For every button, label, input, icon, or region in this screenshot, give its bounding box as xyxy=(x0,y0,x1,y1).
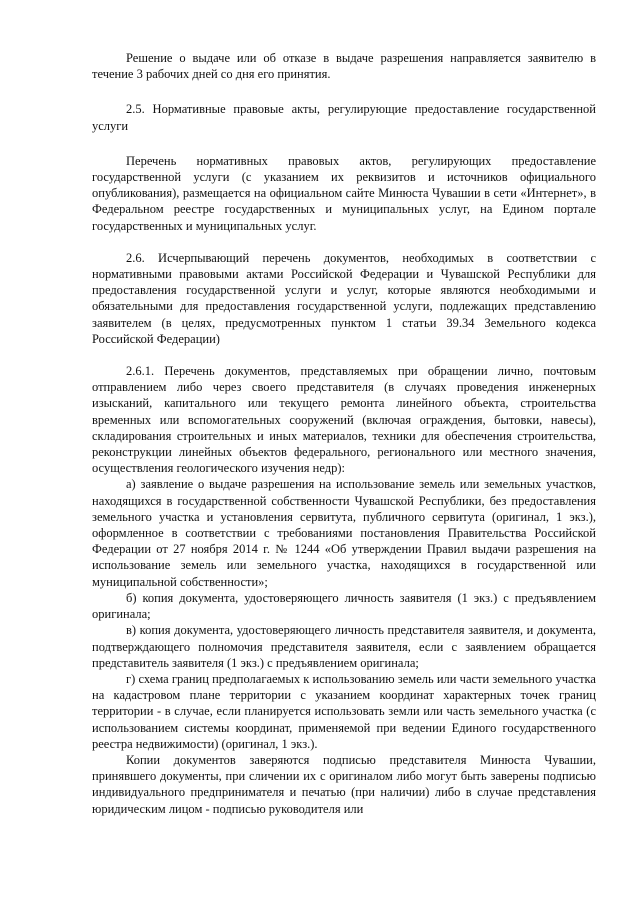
paragraph-2-5-body: Перечень нормативных правовых актов, регулирующих предоставление государственной услуги (с указанием их реквизитов и источников официального опубликования), размещается на официальном сайте Минюста Чувашии в сети «Интернет», в Федеральном реестре государственных и муниципальных услуг, на Едином портале государственных и муниципальных услуг. xyxy=(92,153,596,233)
section-2-6-1: 2.6.1. Перечень документов, представляемых при обращении лично, почтовым отправлением либо через своего представителя (в случаях проведения инженерных изысканий, капитального или текущего ремонта линейного объекта, строительства временных или вспомогательных сооружений (включая ограждения, бытовки, навесы), складирования строительных и иных материалов, техники для обеспечения строительства, реконструкции линейных объектов федерального, регионального или местного значения, осуществления геологического изучения недр): xyxy=(92,364,596,476)
list-item-b: б) копия документа, удостоверяющего личность заявителя (1 экз.) с предъявлением оригинала; xyxy=(92,590,596,622)
paragraph-decision: Решение о выдаче или об отказе в выдаче разрешения направляется заявителю в течение 3 рабочих дней со дня его принятия. xyxy=(92,51,596,82)
section-2-5-heading: 2.5. Нормативные правовые акты, регулирующие предоставление государственной услуги xyxy=(92,102,596,133)
list-item-g: г) схема границ предполагаемых к использованию земель или части земельного участка на кадастровом плане территории с указанием координат характерных точек границ территории - в случае, если планируется использовать земли или часть земельного участка (с использованием системы координат, применяемой при ведении Единого государственного реестра недвижимости) (оригинал, 1 экз.). xyxy=(92,671,596,751)
document-page xyxy=(92,50,596,817)
paragraph-copies: Копии документов заверяются подписью представителя Минюста Чувашии, принявшего документы, при сличении их с оригиналом либо могут быть заверены подписью индивидуального предпринимателя и печатью (при наличии) либо в случае представления юридическим лицом - подписью руководителя или xyxy=(92,752,596,816)
section-2-6: 2.6. Исчерпывающий перечень документов, необходимых в соответствии с нормативными правовыми актами Российской Федерации и Чувашской Республики для предоставления государственной услуги и услуг, которые являются необходимыми и обязательными для предоставления государственной услуги, подлежащих представлению заявителем (в целях, предусмотренных пунктом 1 статьи 39.34 Земельного кодекса Российской Федерации) xyxy=(92,250,596,346)
list-item-a: а) заявление о выдаче разрешения на использование земель или земельных участков, находящихся в государственной собственности Чувашской Республики, без предоставления земельного участка и установления сервитута, публичного сервитута (оригинал, 1 экз.), оформленное в соответствии с требованиями постановления Правительства Российской Федерации от 27 ноября 2014 г. № 1244 «Об утверждении Правил выдачи разрешения на использование земель или земельного участка, находящихся в государственной или муниципальной собственности»; xyxy=(92,477,596,589)
list-item-v: в) копия документа, удостоверяющего личность представителя заявителя, и документа, подтверждающего полномочия представителя заявителя, если с заявлением обращается представитель заявителя (1 экз.) с предъявлением оригинала; xyxy=(92,623,596,670)
